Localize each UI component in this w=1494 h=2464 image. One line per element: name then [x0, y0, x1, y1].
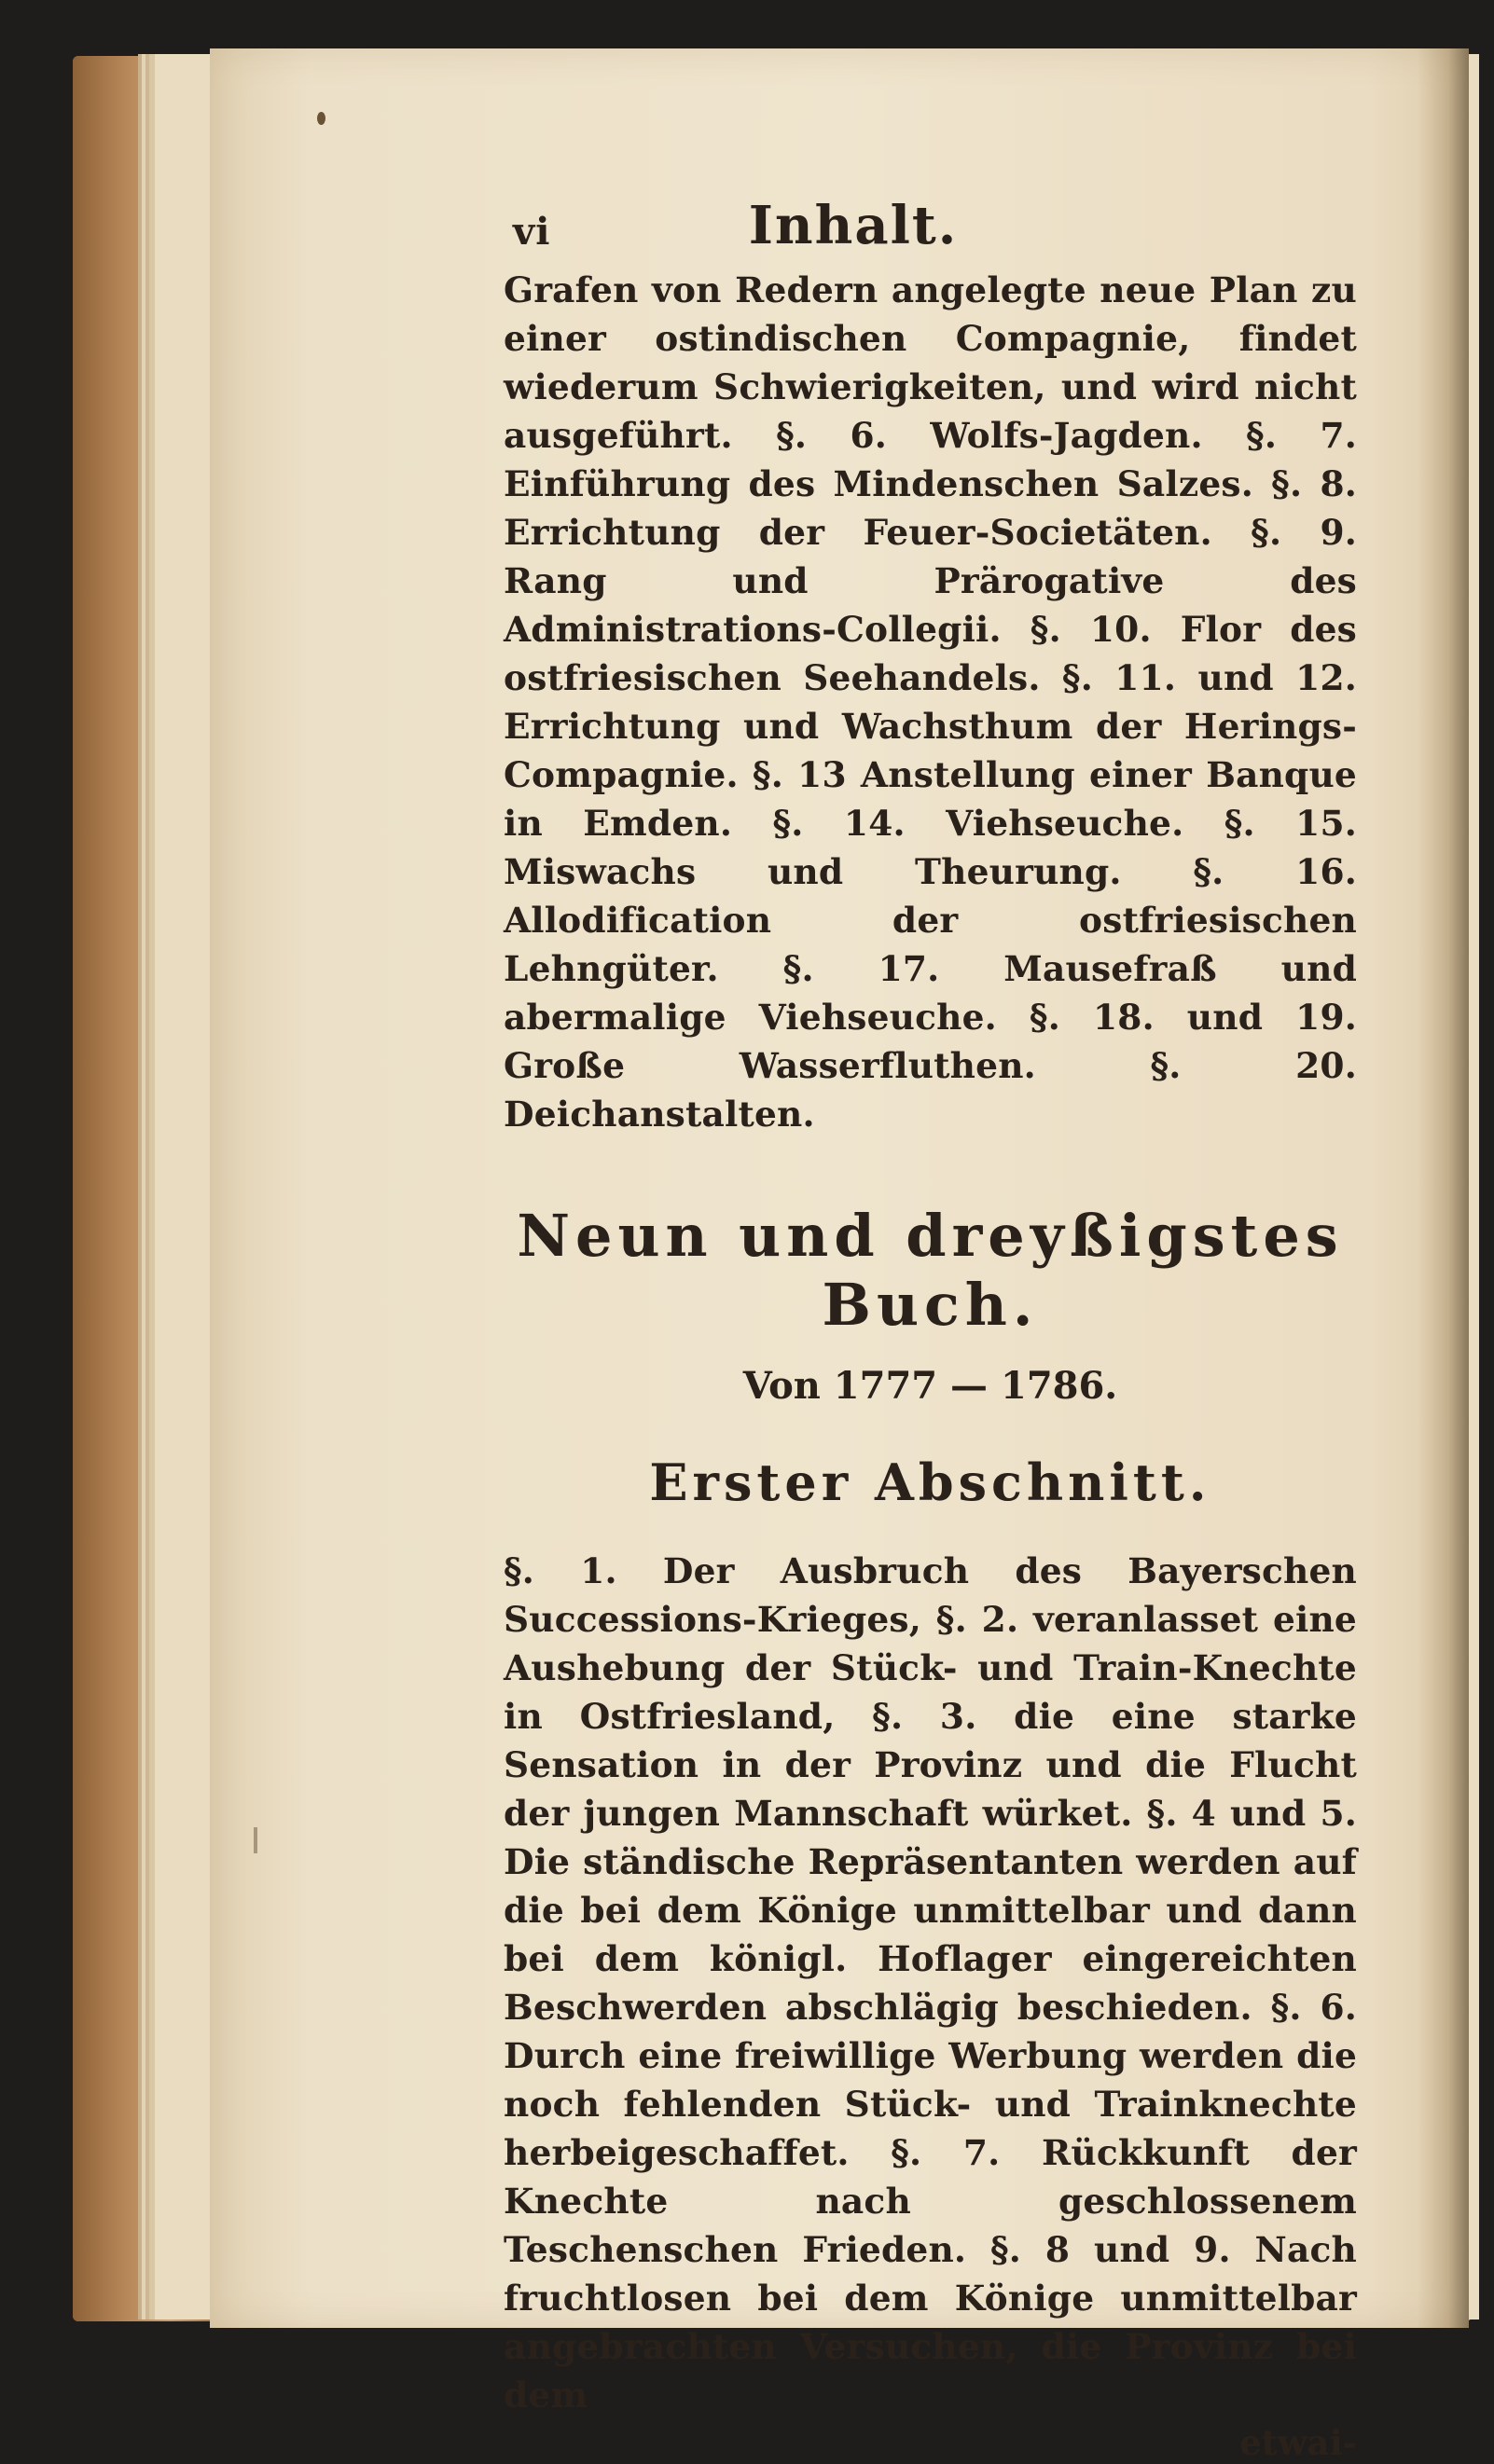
section-paragraph: §. 1. Der Ausbruch des Bayerschen Successions-Krieges, §. 2. veranlasset eine Aushebung der Stück- und Train-Knechte in Ostfriesland, §. 3. die eine starke Sensation in der Provinz und die Flucht der jungen Mannschaft würket. §. 4 und 5. Die ständische Repräsentanten werden auf die bei dem Könige unmittelbar und dann bei dem königl. Hoflager eingereichten Beschwerden abschlägig beschieden. §. 6. Durch eine freiwillige Werbung werden die noch fehlenden Stück- und Trainknechte herbeigeschaffet. §. 7. Rückkunft der Knechte nach geschlossenem Teschenschen Frieden. §. 8 und 9. Nach fruchtlosen bei dem Könige unmittelbar angebrachten Versuchen, die Provinz bei dem — [504, 1550, 1357, 2416]
running-title: Inhalt. — [748, 195, 959, 256]
book-title: Neun und dreyßigstes Buch. — [517, 1202, 1344, 1339]
text-block — [294, 182, 1357, 2464]
page-gutter-shadow — [1418, 48, 1469, 2328]
date-range: Von 1777 — 1786. — [742, 1364, 1118, 1408]
paper-mark — [254, 1827, 257, 1853]
ink-spot — [317, 112, 325, 125]
section-title: Erster Abschnitt. — [649, 1452, 1211, 1512]
page-number: vi — [513, 210, 551, 254]
page-header — [294, 182, 1357, 266]
intro-paragraph: Grafen von Redern angelegte neue Plan zu einer ostindischen Compagnie, findet wiederum Schwierigkeiten, und wird nicht ausgeführt. §. 6. Wolfs-Jagden. §. 7. Einführung des Mindenschen Salzes. §. 8. Errichtung der Feuer-Societäten. §. 9. Rang und Prärogative des Administrations-Collegii. §. 10. Flor des ostfriesischen Seehandels. §. 11. und 12. Errichtung und Wachsthum der Herings-Compagnie. §. 13 Anstellung einer Banque in Emden. §. 14. Viehseuche. §. 15. Miswachs und Theurung. §. 16. Allodification der ostfriesischen Lehngüter. §. 17. Mausefraß und abermalige Viehseuche. §. 18. und 19. Große Wasserfluthen. §. 20. Deichanstalten. — [504, 269, 1357, 1135]
catchword: etwai- — [1239, 2422, 1357, 2463]
